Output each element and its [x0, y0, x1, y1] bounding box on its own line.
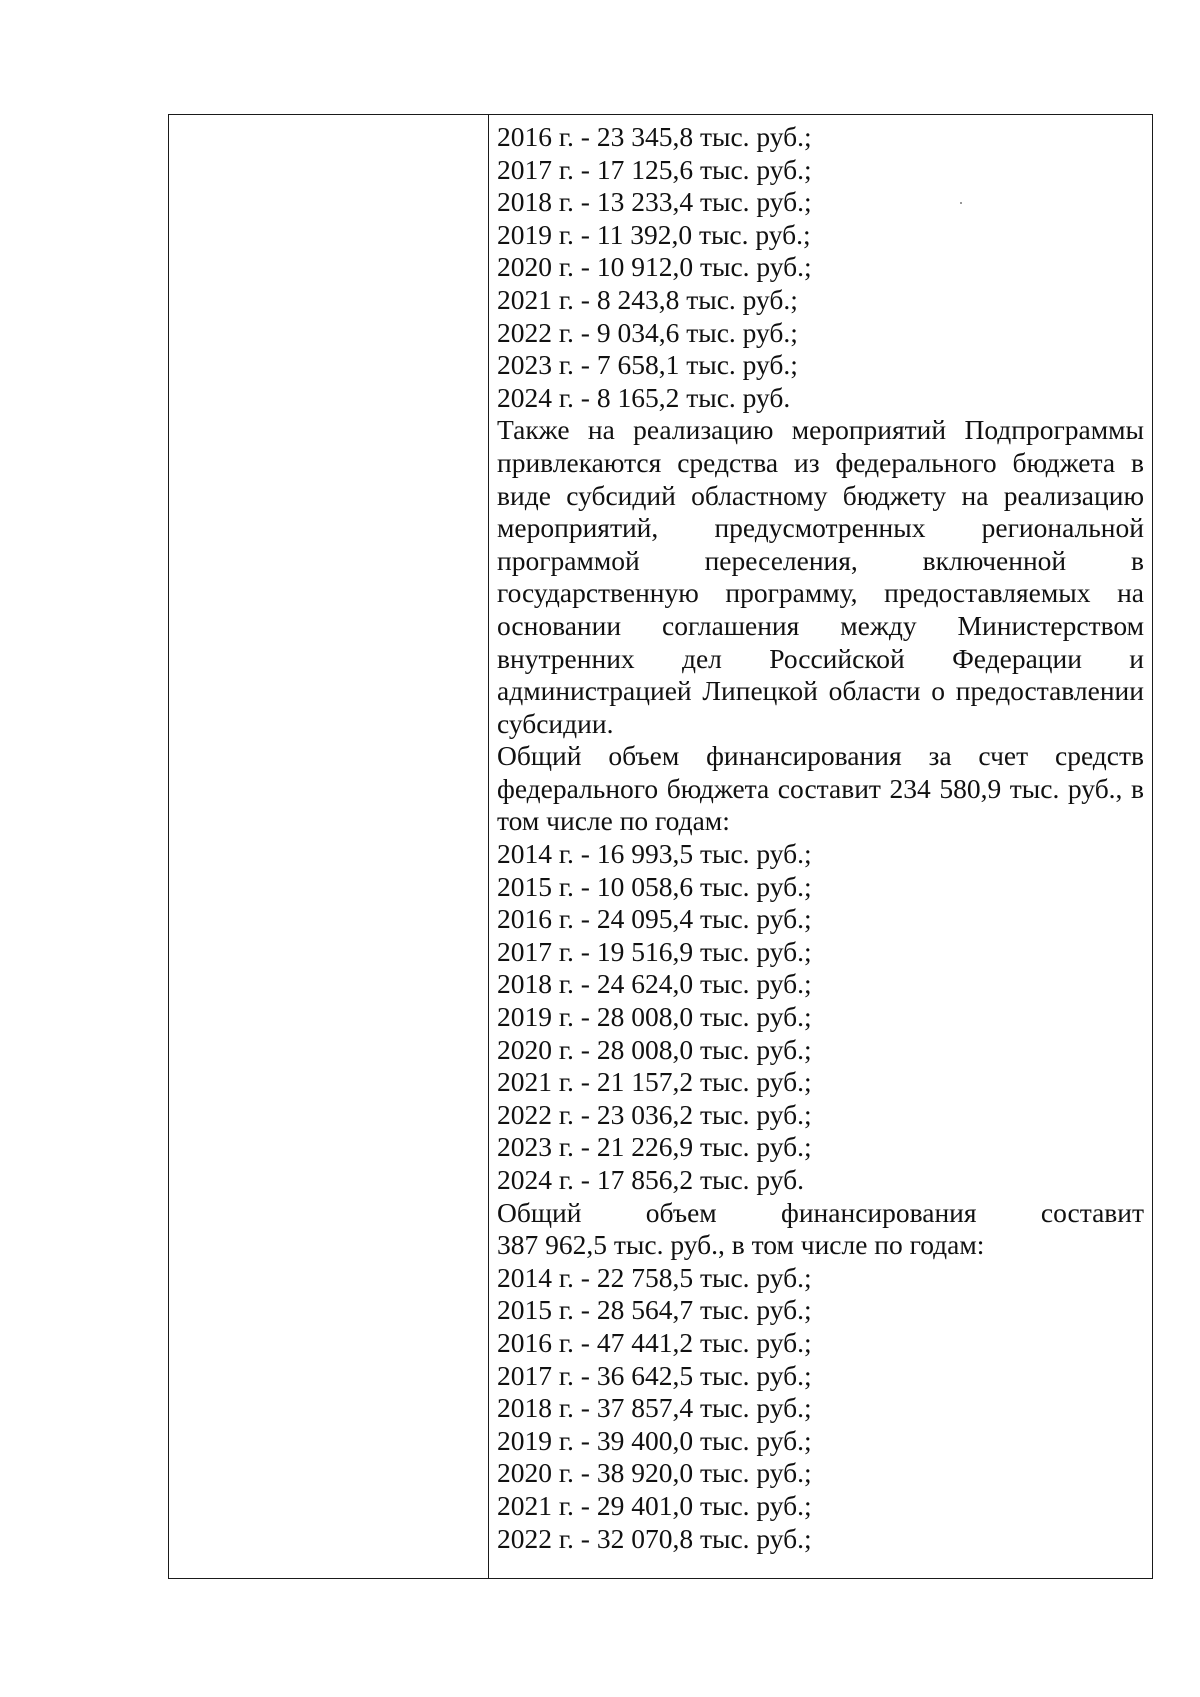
list-item: 2018 г. - 24 624,0 тыс. руб.; [497, 968, 812, 1000]
list-item: 2017 г. - 36 642,5 тыс. руб.; [497, 1359, 812, 1391]
list-item: 2023 г. - 21 226,9 тыс. руб.; [497, 1131, 812, 1163]
list-item: 2023 г. - 7 658,1 тыс. руб.; [497, 349, 798, 381]
list-item: 2015 г. - 10 058,6 тыс. руб.; [497, 870, 812, 902]
list-item: 2021 г. - 29 401,0 тыс. руб.; [497, 1489, 812, 1521]
list-item: 2020 г. - 10 912,0 тыс. руб.; [497, 251, 812, 283]
list-item: 2019 г. - 39 400,0 тыс. руб.; [497, 1424, 812, 1456]
paragraph-total-first-line: Общий объем финансирования составит [497, 1196, 1144, 1228]
list-item: 2024 г. - 17 856,2 тыс. руб. [497, 1164, 805, 1195]
list-item: 2019 г. - 28 008,0 тыс. руб.; [497, 1001, 812, 1033]
list-item: 2020 г. - 28 008,0 тыс. руб.; [497, 1033, 812, 1065]
list-item: 2021 г. - 8 243,8 тыс. руб.; [497, 283, 798, 315]
list-item: 2016 г. - 24 095,4 тыс. руб.; [497, 903, 812, 935]
financing-table [168, 114, 1153, 1579]
list-item: 2014 г. - 22 758,5 тыс. руб.; [497, 1261, 812, 1293]
list-item: 2022 г. - 23 036,2 тыс. руб.; [497, 1098, 812, 1130]
list-item: 2017 г. - 19 516,9 тыс. руб.; [497, 935, 812, 967]
list-item: 2016 г. - 47 441,2 тыс. руб.; [497, 1326, 812, 1358]
paragraph-federal-total: Общий объем финансирования за счет средств федерального бюджета составит 234 580,9 тыс. руб., в том числе по годам: [497, 740, 1144, 837]
table-right-cell [489, 115, 1152, 1578]
list-item: 2017 г. - 17 125,6 тыс. руб.; [497, 153, 812, 185]
list-item: 2015 г. - 28 564,7 тыс. руб.; [497, 1294, 812, 1326]
list-item: 2022 г. - 32 070,8 тыс. руб.; [497, 1522, 812, 1554]
list-item: 2024 г. - 8 165,2 тыс. руб. [497, 381, 791, 413]
list-item: 2016 г. - 23 345,8 тыс. руб.; [497, 121, 812, 152]
list-item: 2018 г. - 13 233,4 тыс. руб.; [497, 186, 812, 218]
paragraph-total-second-line: 387 962,5 тыс. руб., в том числе по годам: [497, 1229, 985, 1261]
table-left-cell [169, 115, 489, 1578]
scan-speck [960, 202, 962, 204]
yearly-list-top [497, 121, 1144, 414]
list-item: 2022 г. - 9 034,6 тыс. руб.; [497, 316, 798, 348]
yearly-list-total [497, 1262, 1144, 1555]
list-item: 2021 г. - 21 157,2 тыс. руб.; [497, 1066, 812, 1098]
yearly-list-federal [497, 838, 1144, 1197]
list-item: 2020 г. - 38 920,0 тыс. руб.; [497, 1457, 812, 1489]
list-item: 2014 г. - 16 993,5 тыс. руб.; [497, 838, 812, 870]
list-item: 2019 г. - 11 392,0 тыс. руб.; [497, 218, 811, 250]
paragraph-federal-subsidy: Также на реализацию мероприятий Подпрограммы привлекаются средства из федерального бюджета в виде субсидий областному бюджету на реализацию мероприятий, предусмотренных региональной программой переселения, включенной в государственную программу, предоставляемых на основании соглашения между Министерством внутренних дел Российской Федерации и администрацией Липецкой области о предоставлении субсидии. [497, 414, 1144, 739]
list-item: 2018 г. - 37 857,4 тыс. руб.; [497, 1392, 812, 1424]
